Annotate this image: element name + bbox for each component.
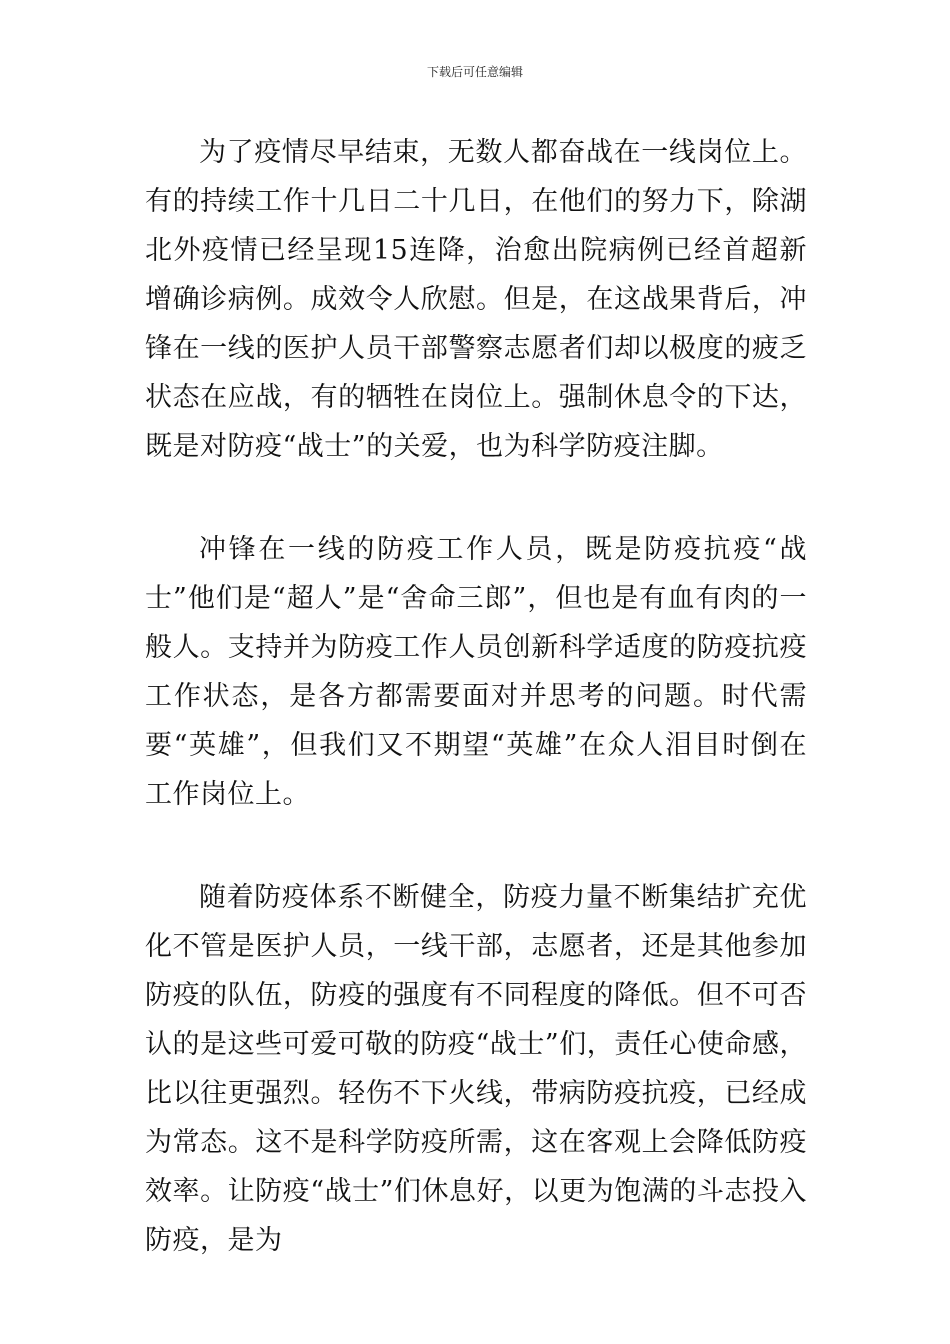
header-note: 下载后可任意编辑 <box>426 65 523 79</box>
paragraph-1: 为了疫情尽早结束，无数人都奋战在一线岗位上。有的持续工作十几日二十几日，在他们的努力下，除湖北外疫情已经呈现15连降，治愈出院病例已经首超新增确诊病例。成效令人欣慰。但是，在这战果背后，冲锋在一线的医护人员干部警察志愿者们却以极度的疲乏状态在应战，有的牺牲在岗位上。强制休息令的下达，既是对防疫“战士”的关爱，也为科学防疫注脚。 <box>145 137 807 462</box>
paragraph-2: 冲锋在一线的防疫工作人员，既是防疫抗疫“战士”他们是“超人”是“舍命三郎”，但也是有血有肉的一般人。支持并为防疫工作人员创新科学适度的防疫抗疫工作状态，是各方都需要面对并思考的问题。时代需要“英雄”，但我们又不期望“英雄”在众人泪目时倒在工作岗位上。 <box>145 534 807 810</box>
body-text <box>145 128 807 1265</box>
paragraph-3: 随着防疫体系不断健全，防疫力量不断集结扩充优化不管是医护人员，一线干部，志愿者，还是其他参加防疫的队伍，防疫的强度有不同程度的降低。但不可否认的是这些可爱可敬的防疫“战士”们，责任心使命感，比以往更强烈。轻伤不下火线，带病防疫抗疫，已经成为常态。这不是科学防疫所需，这在客观上会降低防疫效率。让防疫“战士”们休息好，以更为饱满的斗志投入防疫，是为 <box>145 882 807 1256</box>
